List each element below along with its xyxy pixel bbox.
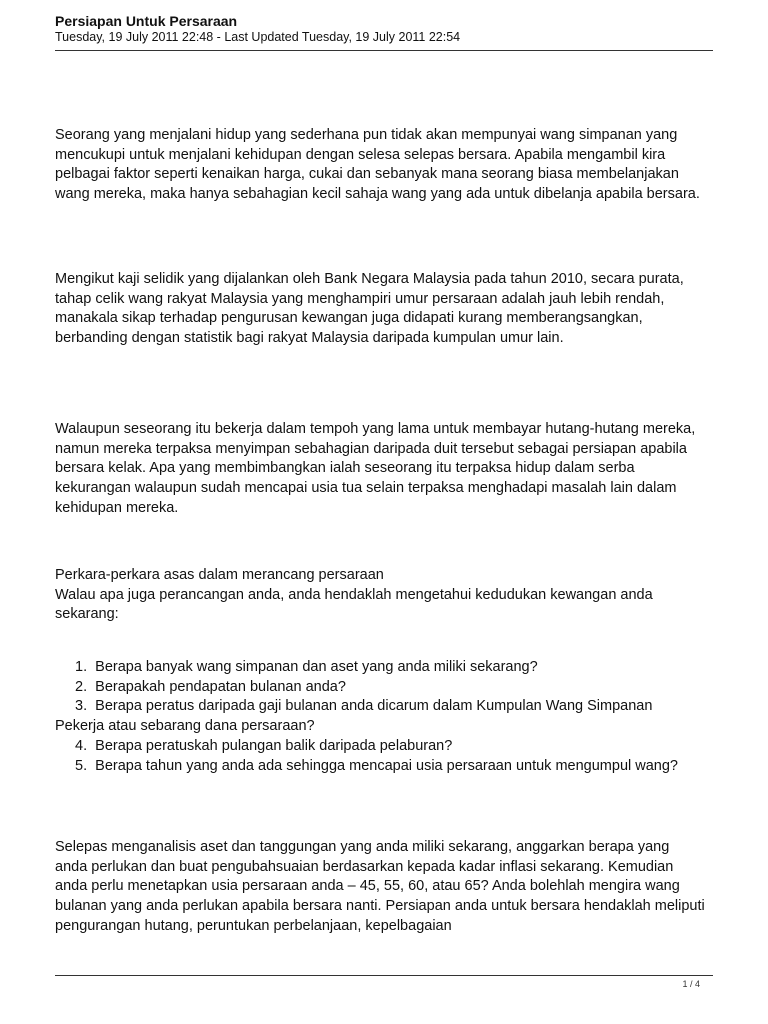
paragraph-debt: Walaupun seseorang itu bekerja dalam tempoh yang lama untuk membayar hutang-hutang mereka, namun mereka terpaksa menyimpan sebahagian daripada duit tersebut sebagai persiapan apabila bersara kelak. Apa yang membimbangkan ialah seseorang itu terpaksa hidup dalam serba kekurangan walaupun sudah mencapai usia tua selain terpaksa menghadapi masalah lain dalam kehidupan mereka.: [55, 421, 696, 516]
list-item: 5. Berapa tahun yang anda ada sehingga mencapai usia persaraan untuk mengumpul wang?: [75, 757, 678, 774]
list-item: 4. Berapa peratuskah pulangan balik daripada pelaburan?: [75, 737, 453, 754]
header-divider: [55, 50, 713, 51]
section-intro: Walau apa juga perancangan anda, anda hendaklah mengetahui kedudukan kewangan anda sekarang:: [55, 586, 653, 623]
date-meta: Tuesday, 19 July 2011 22:48 - Last Updated Tuesday, 19 July 2011 22:54: [55, 30, 461, 44]
questions-list: [55, 658, 705, 776]
list-item: 3. Berapa peratus daripada gaji bulanan anda dicarum dalam Kumpulan Wang Simpanan Pekerja atau sebarang dana persaraan?: [55, 698, 653, 735]
list-item: 2. Berapakah pendapatan bulanan anda?: [75, 678, 346, 695]
paragraph-intro: Seorang yang menjalani hidup yang sederhana pun tidak akan mempunyai wang simpanan yang mencukupi untuk menjalani kehidupan dengan selesa selepas bersara. Apabila mengambil kira pelbagai faktor seperti kenaikan harga, cukai dan sebanyak mana seorang biasa membelanjakan wang mereka, maka hanya sebahagian kecil sahaja wang yang ada untuk dibelanja apabila bersara.: [55, 127, 700, 203]
paragraph-analysis: Selepas menganalisis aset dan tanggungan yang anda miliki sekarang, anggarkan berapa yang anda perlukan dan buat pengubahsuaian berdasarkan kepada kadar inflasi sekarang. Kemudian anda perlu menetapkan usia persaraan anda – 45, 55, 60, atau 65? Anda bolehlah mengira wang bulanan yang anda perlukan apabila bersara nanti. Persiapan anda untuk bersara hendaklah meliputi pengurangan hutang, peruntukan perbelanjaan, kepelbagaian: [55, 839, 705, 934]
footer-divider: [55, 975, 713, 976]
document-header: [55, 13, 713, 45]
page-number: 1 / 4: [682, 979, 700, 989]
section-heading: Perkara-perkara asas dalam merancang persaraan: [55, 567, 384, 583]
page-title: Persiapan Untuk Persaraan: [55, 13, 238, 29]
basics-section: [55, 566, 705, 625]
paragraph-survey: Mengikut kaji selidik yang dijalankan oleh Bank Negara Malaysia pada tahun 2010, secara purata, tahap celik wang rakyat Malaysia yang menghampiri umur persaraan adalah jauh lebih rendah, manakala sikap terhadap pengurusan kewangan juga didapati kurang memberangsangkan, berbanding dengan statistik bagi rakyat Malaysia daripada kumpulan umur lain.: [55, 271, 684, 347]
list-item: 1. Berapa banyak wang simpanan dan aset yang anda miliki sekarang?: [75, 659, 538, 675]
